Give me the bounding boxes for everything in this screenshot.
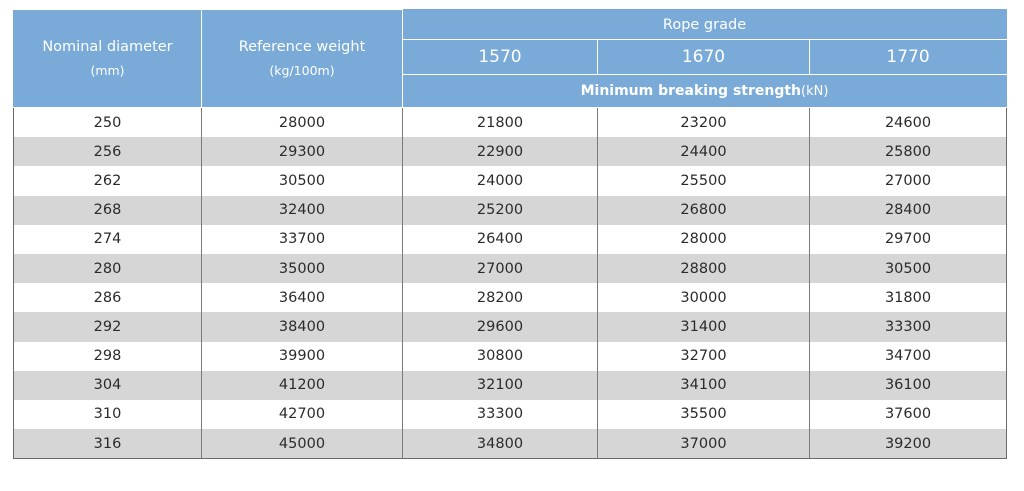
header-grade-1670: 1670 [598, 40, 810, 74]
header-grade-1770: 1770 [810, 40, 1007, 74]
cell-strength-1770: 28400 [810, 196, 1007, 225]
cell-weight: 38400 [202, 312, 403, 341]
cell-strength-1570: 30800 [403, 342, 598, 371]
table-row [14, 166, 1007, 195]
cell-strength-1770: 33300 [810, 312, 1007, 341]
cell-weight: 30500 [202, 166, 403, 195]
cell-weight: 28000 [202, 108, 403, 138]
cell-weight: 29300 [202, 137, 403, 166]
header-nominal-diameter-label: Nominal diameter [42, 38, 173, 55]
cell-strength-1570: 25200 [403, 196, 598, 225]
header-min-breaking-strength-label: Minimum breaking strength [580, 82, 802, 99]
cell-strength-1670: 35500 [598, 400, 810, 429]
cell-strength-1770: 24600 [810, 108, 1007, 138]
cell-diameter: 268 [14, 196, 202, 225]
table-row [14, 225, 1007, 254]
cell-strength-1670: 24400 [598, 137, 810, 166]
header-grade-1570: 1570 [403, 40, 598, 74]
table-row [14, 371, 1007, 400]
cell-strength-1670: 26800 [598, 196, 810, 225]
cell-strength-1670: 32700 [598, 342, 810, 371]
header-reference-weight-unit: (kg/100m) [269, 62, 335, 78]
cell-weight: 42700 [202, 400, 403, 429]
cell-strength-1570: 22900 [403, 137, 598, 166]
cell-strength-1770: 34700 [810, 342, 1007, 371]
header-min-breaking-strength-unit: (kN) [801, 83, 829, 99]
cell-diameter: 256 [14, 137, 202, 166]
table-row [14, 429, 1007, 459]
cell-strength-1670: 31400 [598, 312, 810, 341]
cell-strength-1770: 36100 [810, 371, 1007, 400]
header-reference-weight [202, 10, 403, 108]
table-row [14, 196, 1007, 225]
cell-strength-1670: 25500 [598, 166, 810, 195]
table-body [14, 108, 1007, 459]
cell-strength-1670: 28800 [598, 254, 810, 283]
table-row [14, 283, 1007, 312]
header-nominal-diameter [14, 10, 202, 108]
cell-diameter: 262 [14, 166, 202, 195]
cell-strength-1570: 28200 [403, 283, 598, 312]
cell-strength-1770: 27000 [810, 166, 1007, 195]
cell-weight: 45000 [202, 429, 403, 459]
cell-strength-1770: 29700 [810, 225, 1007, 254]
cell-weight: 33700 [202, 225, 403, 254]
cell-strength-1570: 26400 [403, 225, 598, 254]
cell-weight: 36400 [202, 283, 403, 312]
cell-strength-1670: 23200 [598, 108, 810, 138]
cell-weight: 35000 [202, 254, 403, 283]
header-nominal-diameter-unit: (mm) [90, 62, 125, 78]
cell-diameter: 274 [14, 225, 202, 254]
cell-strength-1570: 21800 [403, 108, 598, 138]
cell-strength-1670: 30000 [598, 283, 810, 312]
cell-diameter: 292 [14, 312, 202, 341]
rope-spec-table [13, 9, 1007, 459]
table-row [14, 137, 1007, 166]
cell-weight: 41200 [202, 371, 403, 400]
table-row [14, 342, 1007, 371]
cell-weight: 32400 [202, 196, 403, 225]
header-reference-weight-label: Reference weight [238, 38, 366, 55]
table-row [14, 400, 1007, 429]
cell-strength-1670: 37000 [598, 429, 810, 459]
cell-diameter: 250 [14, 108, 202, 138]
cell-diameter: 286 [14, 283, 202, 312]
table-row [14, 312, 1007, 341]
cell-strength-1670: 28000 [598, 225, 810, 254]
cell-strength-1570: 27000 [403, 254, 598, 283]
header-rope-grade: Rope grade [403, 10, 1007, 40]
table-row [14, 254, 1007, 283]
cell-strength-1570: 24000 [403, 166, 598, 195]
cell-diameter: 310 [14, 400, 202, 429]
cell-strength-1570: 33300 [403, 400, 598, 429]
cell-strength-1770: 31800 [810, 283, 1007, 312]
cell-weight: 39900 [202, 342, 403, 371]
rope-spec-table-container [13, 9, 1006, 459]
table-header [14, 10, 1007, 108]
cell-strength-1770: 37600 [810, 400, 1007, 429]
cell-strength-1670: 34100 [598, 371, 810, 400]
cell-diameter: 304 [14, 371, 202, 400]
cell-strength-1570: 32100 [403, 371, 598, 400]
cell-strength-1770: 30500 [810, 254, 1007, 283]
cell-diameter: 280 [14, 254, 202, 283]
cell-strength-1570: 29600 [403, 312, 598, 341]
cell-strength-1770: 25800 [810, 137, 1007, 166]
cell-diameter: 316 [14, 429, 202, 459]
cell-diameter: 298 [14, 342, 202, 371]
cell-strength-1770: 39200 [810, 429, 1007, 459]
header-min-breaking-strength [403, 74, 1007, 107]
cell-strength-1570: 34800 [403, 429, 598, 459]
table-row [14, 108, 1007, 138]
